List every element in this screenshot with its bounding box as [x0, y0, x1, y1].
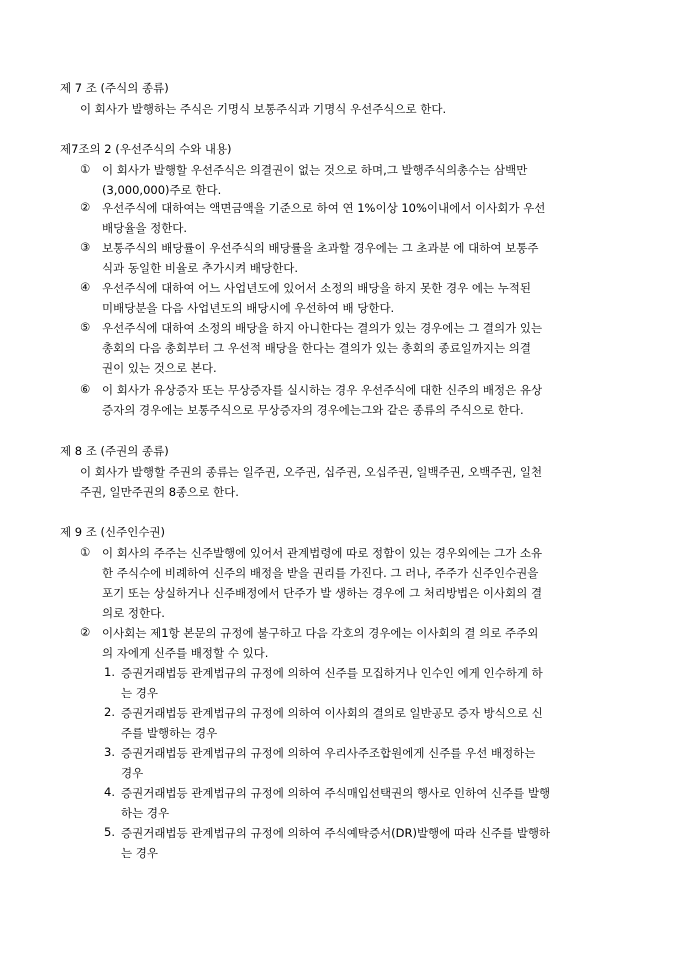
item-number: ②: [80, 200, 91, 214]
subitem-number: 4.: [104, 785, 115, 799]
item-text-line: 권이 있는 것으로 본다.: [102, 361, 217, 375]
subitem-number: 5.: [104, 825, 115, 839]
subitem-text-line: 증권거래법등 관계법규의 규정에 의하여 우리사주조합원에게 신주를 우선 배정하는: [121, 746, 536, 760]
item-number: ②: [80, 625, 91, 639]
item-text-line: 포기 또는 상실하거나 신주배정에서 단주가 발 생하는 경우에 그 처리방법은 이사회의 결: [102, 586, 543, 600]
item-text-line: 식과 동일한 비율로 추가시켜 배당한다.: [102, 261, 299, 275]
item-text-line: 이 회사가 발행할 우선주식은 의결권이 없는 것으로 하며,그 발행주식의총수는 삼백만: [102, 163, 528, 177]
item-text-line: 보통주식의 배당률이 우선주식의 배당률을 초과할 경우에는 그 초과분 에 대하여 보통주: [102, 241, 539, 255]
article-8-heading: 제 8 조 (주권의 종류): [60, 444, 169, 458]
item-number: ①: [80, 162, 91, 176]
article-8-body-line: 주권, 일만주권의 8종으로 한다.: [80, 485, 239, 499]
item-number: ⑤: [80, 320, 91, 334]
item-text-line: 우선주식에 대하여 어느 사업년도에 있어서 소정의 배당을 하지 못한 경우 에는 누적된: [102, 281, 532, 295]
article-7-body: 이 회사가 발행하는 주식은 기명식 보통주식과 기명식 우선주식으로 한다.: [80, 102, 447, 116]
item-text-line: 증자의 경우에는 보통주식으로 무상증자의 경우에는그와 같은 종류의 주식으로 한다.: [102, 403, 524, 417]
item-text-line: 의 자에게 신주를 배정할 수 있다.: [102, 646, 269, 660]
subitem-text-line: 증권거래법등 관계법규의 규정에 의하여 신주를 모집하거나 인수인 에게 인수하게 하: [121, 666, 543, 680]
article-8-body-line: 이 회사가 발행할 주권의 종류는 일주권, 오주권, 십주권, 오십주권, 일백주권, 오백주권, 일천: [80, 465, 543, 479]
article-9-heading: 제 9 조 (신주인수권): [60, 525, 166, 539]
item-text-line: 우선주식에 대하여는 액면금액을 기준으로 하여 연 1%이상 10%이내에서 이사회가 우선: [102, 201, 546, 215]
subitem-text-line: 하는 경우: [121, 806, 170, 820]
article-7-2-heading: 제7조의 2 (우선주식의 수와 내용): [60, 142, 232, 156]
item-number: ①: [80, 545, 91, 559]
item-text-line: (3,000,000)주로 한다.: [102, 183, 222, 197]
subitem-text-line: 주를 발행하는 경우: [121, 726, 218, 740]
subitem-text-line: 는 경우: [121, 846, 158, 860]
item-number: ④: [80, 280, 91, 294]
item-text-line: 이사회는 제1항 본문의 규정에 불구하고 다음 각호의 경우에는 이사회의 결 의로 주주외: [102, 626, 539, 640]
subitem-text-line: 는 경우: [121, 686, 158, 700]
item-text-line: 우선주식에 대하여 소정의 배당을 하지 아니한다는 결의가 있는 경우에는 그 결의가 있는: [102, 321, 543, 335]
subitem-number: 1.: [104, 665, 115, 679]
subitem-number: 2.: [104, 705, 115, 719]
item-text-line: 이 회사가 유상증자 또는 무상증자를 실시하는 경우 우선주식에 대한 신주의 배정은 유상: [102, 383, 543, 397]
item-text-line: 이 회사의 주주는 신주발행에 있어서 관계법령에 따로 정함이 있는 경우외에는 그가 소유: [102, 546, 543, 560]
item-number: ③: [80, 240, 91, 254]
subitem-text-line: 증권거래법등 관계법규의 규정에 의하여 주식예탁증서(DR)발행에 따라 신주를 발행하: [121, 826, 551, 840]
item-number: ⑥: [80, 382, 91, 396]
subitem-text-line: 증권거래법등 관계법규의 규정에 의하여 주식매입선택권의 행사로 인하여 신주를 발행: [121, 786, 551, 800]
article-7-heading: 제 7 조 (주식의 종류): [60, 81, 169, 95]
subitem-text-line: 증권거래법등 관계법규의 규정에 의하여 이사회의 결의로 일반공모 증자 방식으로 신: [121, 706, 543, 720]
item-text-line: 의로 정한다.: [102, 606, 165, 620]
subitem-text-line: 경우: [121, 766, 144, 780]
subitem-number: 3.: [104, 745, 115, 759]
item-text-line: 미배당분을 다음 사업년도의 배당시에 우선하여 배 당한다.: [102, 301, 395, 315]
item-text-line: 한 주식수에 비례하여 신주의 배정을 받을 권리를 가진다. 그 러나, 주주가 신주인수권을: [102, 566, 539, 580]
item-text-line: 총회의 다음 총회부터 그 우선적 배당을 한다는 결의가 있는 총회의 종료일까지는 의결: [102, 341, 532, 355]
item-text-line: 배당율을 정한다.: [102, 221, 188, 235]
